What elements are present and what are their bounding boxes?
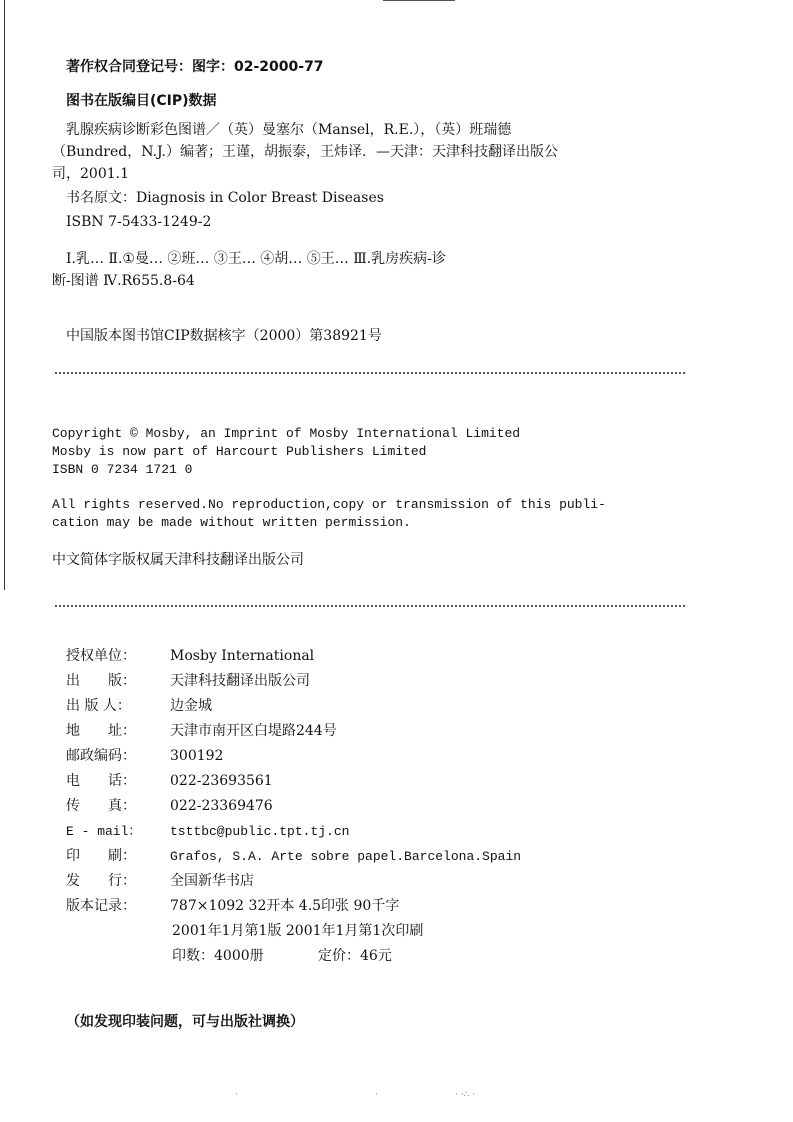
detail-label: 授权单位：	[66, 648, 136, 664]
detail-row	[66, 797, 273, 815]
detail-value: 787×1092 32开本 4.5印张 90千字	[170, 898, 400, 914]
detail-row	[66, 647, 314, 665]
original-title: 书名原文：Diagnosis in Color Breast Diseases	[66, 190, 384, 206]
cip-line: （Bundred，N.J.）编著；王谨，胡振泰，王炜译．—天津：天津科技翻译出版公	[52, 144, 559, 160]
detail-value: Mosby International	[170, 648, 315, 664]
copyright-registration: 著作权合同登记号：图字：02-2000-77	[66, 59, 324, 75]
detail-value: 边金城	[170, 698, 212, 714]
detail-row	[66, 772, 273, 790]
detail-label: E - mail：	[66, 824, 142, 839]
detail-value: Grafos, S.A. Arte sobre papel.Barcelona.Spain	[170, 849, 522, 864]
detail-label: 地 址：	[66, 723, 136, 739]
detail-label: 传 真：	[66, 798, 136, 814]
detail-row	[66, 747, 223, 765]
english-copyright-line: Copyright © Mosby, an Imprint of Mosby International Limited	[52, 426, 521, 441]
detail-value: tsttbc@public.tpt.tj.cn	[170, 824, 350, 839]
scan-top-line	[383, 0, 455, 1]
scan-noise: ·	[235, 1090, 238, 1100]
detail-value: 全国新华书店	[170, 873, 254, 889]
rights-line: cation may be made without written permission.	[52, 515, 411, 530]
detail-value: 022-23693561	[170, 773, 273, 789]
detail-value: 天津科技翻译出版公司	[170, 673, 310, 689]
detail-row	[66, 672, 310, 690]
detail-row	[66, 897, 399, 915]
detail-row	[66, 697, 212, 715]
detail-row	[66, 822, 349, 841]
price: 定价：46元	[318, 948, 392, 964]
cip-line: 乳腺疾病诊断彩色图谱／（英）曼塞尔（Mansel，R.E.），（英）班瑞德	[66, 122, 512, 138]
print-run: 印数：4000册	[172, 948, 264, 964]
detail-label: 版本记录：	[66, 898, 136, 914]
classification-line: Ⅰ.乳… Ⅱ.①曼… ②班… ③王… ④胡… ⑤王… Ⅲ.乳房疾病-诊	[66, 251, 446, 267]
english-copyright-line: Mosby is now part of Harcourt Publishers Limited	[52, 444, 427, 459]
detail-row	[66, 872, 254, 890]
detail-label: 邮政编码：	[66, 748, 136, 764]
detail-label: 印 刷：	[66, 848, 136, 864]
scan-noise: · ·∴ ·	[455, 1090, 476, 1100]
dotted-divider	[55, 605, 685, 607]
isbn-cn: ISBN 7-5433-1249-2	[66, 214, 212, 230]
chinese-rights: 中文简体字版权属天津科技翻译出版公司	[52, 552, 304, 568]
scan-edge-line	[4, 0, 5, 590]
dotted-divider	[55, 372, 685, 374]
cip-line: 司，2001.1	[52, 166, 129, 182]
detail-label: 发 行：	[66, 873, 136, 889]
classification-line: 断-图谱 Ⅳ.R655.8-64	[52, 273, 195, 289]
cip-approval: 中国版本图书馆CIP数据核字（2000）第38921号	[66, 328, 382, 344]
detail-label: 出 版：	[66, 673, 136, 689]
cip-heading: 图书在版编目(CIP)数据	[66, 93, 217, 109]
isbn-en: ISBN 0 7234 1721 0	[52, 462, 193, 477]
edition-record: 2001年1月第1版 2001年1月第1次印刷	[172, 923, 424, 939]
detail-label: 电 话：	[66, 773, 136, 789]
detail-row	[66, 847, 521, 866]
rights-line: All rights reserved.No reproduction,copy or transmission of this publi-	[52, 497, 606, 512]
scan-noise: ·	[375, 1090, 378, 1100]
detail-value: 022-23369476	[170, 798, 273, 814]
detail-value: 天津市南开区白堤路244号	[170, 723, 337, 739]
detail-row	[66, 722, 337, 740]
notice: （如发现印装问题，可与出版社调换）	[66, 1014, 304, 1030]
detail-value: 300192	[170, 748, 224, 764]
detail-label: 出 版 人：	[66, 698, 131, 714]
